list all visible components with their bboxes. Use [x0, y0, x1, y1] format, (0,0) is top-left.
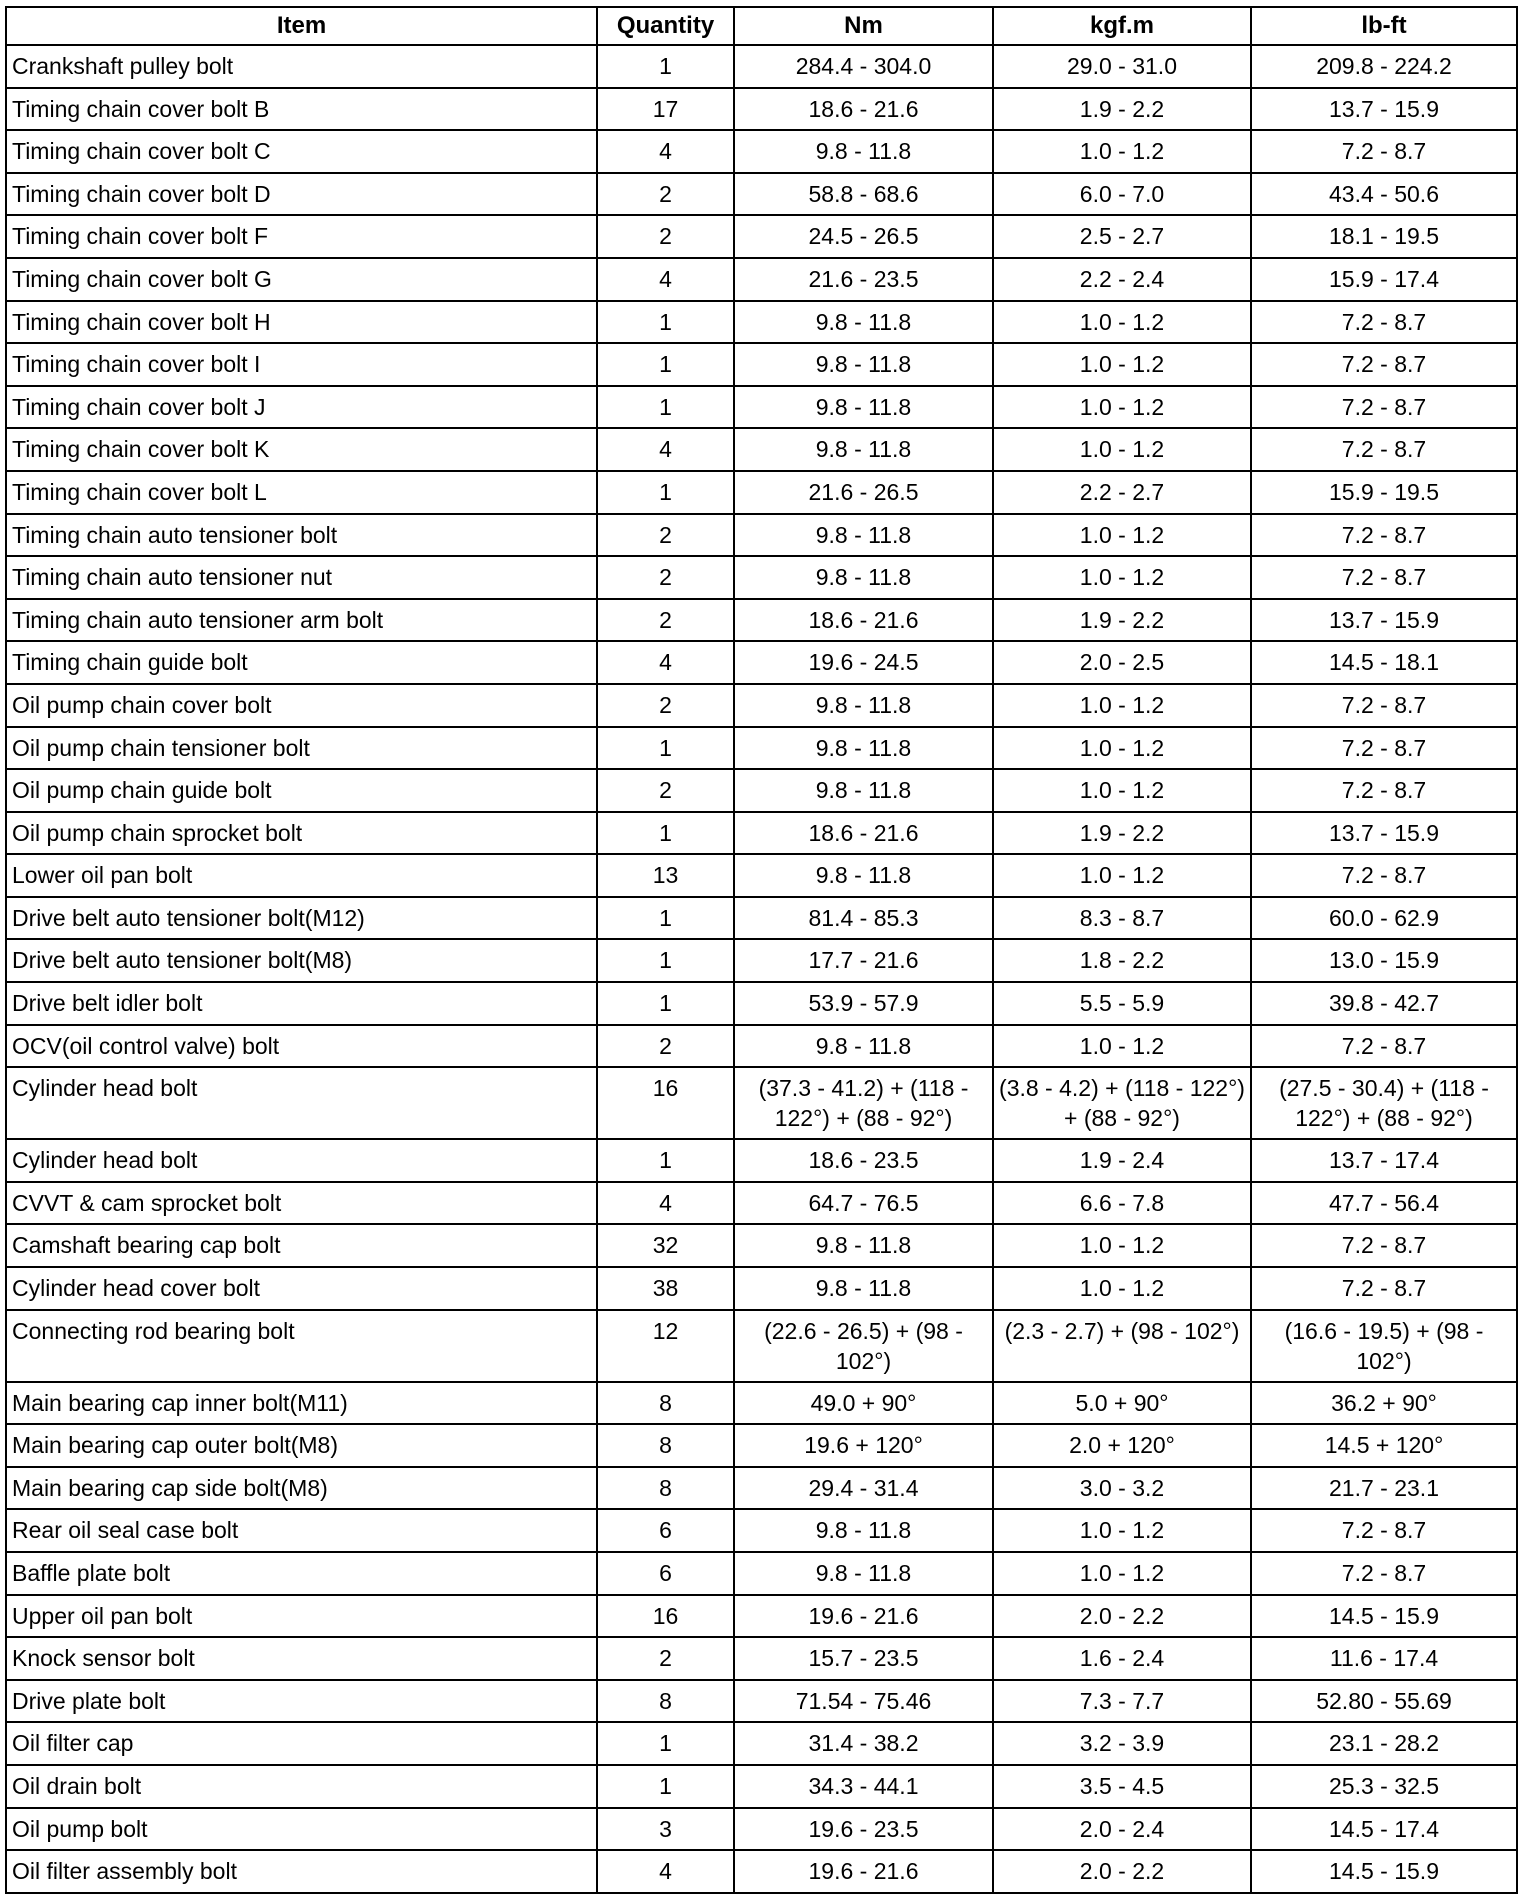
- nm-cell: 9.8 - 11.8: [734, 727, 993, 770]
- kgfm-cell: 5.5 - 5.9: [993, 982, 1251, 1025]
- lbft-cell: 60.0 - 62.9: [1251, 897, 1517, 940]
- item-cell: Oil pump chain guide bolt: [6, 769, 597, 812]
- table-row: [6, 556, 1517, 599]
- kgfm-cell: 2.0 - 2.5: [993, 641, 1251, 684]
- table-row: [6, 599, 1517, 642]
- table-row: [6, 1267, 1517, 1310]
- column-header-kgfm: kgf.m: [993, 7, 1251, 45]
- item-cell: Timing chain cover bolt B: [6, 88, 597, 131]
- item-cell: Oil pump chain sprocket bolt: [6, 812, 597, 855]
- kgfm-cell: 8.3 - 8.7: [993, 897, 1251, 940]
- quantity-cell: 1: [597, 45, 734, 88]
- item-cell: Timing chain cover bolt L: [6, 471, 597, 514]
- table-row: [6, 1139, 1517, 1182]
- nm-cell: 19.6 - 24.5: [734, 641, 993, 684]
- kgfm-cell: 1.0 - 1.2: [993, 727, 1251, 770]
- nm-cell: (22.6 - 26.5) + (98 - 102°): [734, 1310, 993, 1382]
- lbft-cell: 14.5 + 120°: [1251, 1424, 1517, 1467]
- table-row: [6, 769, 1517, 812]
- item-cell: Main bearing cap side bolt(M8): [6, 1467, 597, 1510]
- nm-cell: 9.8 - 11.8: [734, 386, 993, 429]
- table-row: [6, 1382, 1517, 1425]
- table-row: [6, 343, 1517, 386]
- kgfm-cell: 1.0 - 1.2: [993, 684, 1251, 727]
- item-cell: Drive plate bolt: [6, 1680, 597, 1723]
- quantity-cell: 8: [597, 1467, 734, 1510]
- kgfm-cell: 2.0 - 2.2: [993, 1595, 1251, 1638]
- nm-cell: 53.9 - 57.9: [734, 982, 993, 1025]
- table-row: [6, 1637, 1517, 1680]
- kgfm-cell: 1.0 - 1.2: [993, 386, 1251, 429]
- nm-cell: 21.6 - 23.5: [734, 258, 993, 301]
- lbft-cell: 18.1 - 19.5: [1251, 215, 1517, 258]
- table-row: [6, 1025, 1517, 1068]
- nm-cell: 18.6 - 21.6: [734, 812, 993, 855]
- kgfm-cell: 1.0 - 1.2: [993, 130, 1251, 173]
- table-row: [6, 1310, 1517, 1382]
- quantity-cell: 4: [597, 258, 734, 301]
- item-cell: Timing chain auto tensioner arm bolt: [6, 599, 597, 642]
- quantity-cell: 1: [597, 727, 734, 770]
- quantity-cell: 1: [597, 471, 734, 514]
- nm-cell: 9.8 - 11.8: [734, 514, 993, 557]
- table-row: [6, 1224, 1517, 1267]
- nm-cell: 31.4 - 38.2: [734, 1722, 993, 1765]
- lbft-cell: 7.2 - 8.7: [1251, 1509, 1517, 1552]
- table-row: [6, 1552, 1517, 1595]
- lbft-cell: 13.7 - 15.9: [1251, 88, 1517, 131]
- nm-cell: 9.8 - 11.8: [734, 556, 993, 599]
- quantity-cell: 2: [597, 556, 734, 599]
- nm-cell: 9.8 - 11.8: [734, 854, 993, 897]
- item-cell: Cylinder head bolt: [6, 1067, 597, 1139]
- lbft-cell: 15.9 - 17.4: [1251, 258, 1517, 301]
- table-row: [6, 258, 1517, 301]
- kgfm-cell: 7.3 - 7.7: [993, 1680, 1251, 1723]
- table-row: [6, 173, 1517, 216]
- quantity-cell: 6: [597, 1552, 734, 1595]
- table-row: [6, 1765, 1517, 1808]
- nm-cell: 58.8 - 68.6: [734, 173, 993, 216]
- nm-cell: 284.4 - 304.0: [734, 45, 993, 88]
- lbft-cell: 7.2 - 8.7: [1251, 514, 1517, 557]
- kgfm-cell: 1.0 - 1.2: [993, 301, 1251, 344]
- nm-cell: 29.4 - 31.4: [734, 1467, 993, 1510]
- nm-cell: 9.8 - 11.8: [734, 1509, 993, 1552]
- kgfm-cell: 3.0 - 3.2: [993, 1467, 1251, 1510]
- kgfm-cell: 1.6 - 2.4: [993, 1637, 1251, 1680]
- table-row: [6, 215, 1517, 258]
- kgfm-cell: 2.0 + 120°: [993, 1424, 1251, 1467]
- nm-cell: (37.3 - 41.2) + (118 - 122°) + (88 - 92°): [734, 1067, 993, 1139]
- nm-cell: 9.8 - 11.8: [734, 684, 993, 727]
- lbft-cell: 7.2 - 8.7: [1251, 301, 1517, 344]
- table-row: [6, 897, 1517, 940]
- table-header: [6, 7, 1517, 45]
- table-row: [6, 428, 1517, 471]
- lbft-cell: 7.2 - 8.7: [1251, 1267, 1517, 1310]
- nm-cell: 49.0 + 90°: [734, 1382, 993, 1425]
- lbft-cell: 25.3 - 32.5: [1251, 1765, 1517, 1808]
- kgfm-cell: 1.0 - 1.2: [993, 1267, 1251, 1310]
- column-header-lbft: lb-ft: [1251, 7, 1517, 45]
- item-cell: Drive belt auto tensioner bolt(M12): [6, 897, 597, 940]
- kgfm-cell: 6.6 - 7.8: [993, 1182, 1251, 1225]
- table-row: [6, 1424, 1517, 1467]
- item-cell: Main bearing cap outer bolt(M8): [6, 1424, 597, 1467]
- table-row: [6, 641, 1517, 684]
- item-cell: Timing chain auto tensioner nut: [6, 556, 597, 599]
- header-row: [6, 7, 1517, 45]
- kgfm-cell: 6.0 - 7.0: [993, 173, 1251, 216]
- item-cell: Crankshaft pulley bolt: [6, 45, 597, 88]
- item-cell: Drive belt auto tensioner bolt(M8): [6, 939, 597, 982]
- kgfm-cell: 3.5 - 4.5: [993, 1765, 1251, 1808]
- kgfm-cell: 1.9 - 2.2: [993, 88, 1251, 131]
- kgfm-cell: 1.0 - 1.2: [993, 514, 1251, 557]
- table-row: [6, 727, 1517, 770]
- lbft-cell: 209.8 - 224.2: [1251, 45, 1517, 88]
- quantity-cell: 8: [597, 1424, 734, 1467]
- nm-cell: 34.3 - 44.1: [734, 1765, 993, 1808]
- item-cell: Timing chain cover bolt C: [6, 130, 597, 173]
- table-row: [6, 1467, 1517, 1510]
- table-row: [6, 1509, 1517, 1552]
- quantity-cell: 1: [597, 301, 734, 344]
- lbft-cell: 7.2 - 8.7: [1251, 769, 1517, 812]
- nm-cell: 17.7 - 21.6: [734, 939, 993, 982]
- kgfm-cell: 1.0 - 1.2: [993, 556, 1251, 599]
- quantity-cell: 1: [597, 897, 734, 940]
- item-cell: Oil drain bolt: [6, 1765, 597, 1808]
- kgfm-cell: 1.0 - 1.2: [993, 854, 1251, 897]
- lbft-cell: 7.2 - 8.7: [1251, 854, 1517, 897]
- nm-cell: 24.5 - 26.5: [734, 215, 993, 258]
- table-row: [6, 1595, 1517, 1638]
- table-body: [6, 45, 1517, 1893]
- column-header-quantity: Quantity: [597, 7, 734, 45]
- quantity-cell: 2: [597, 1025, 734, 1068]
- quantity-cell: 16: [597, 1067, 734, 1139]
- quantity-cell: 2: [597, 599, 734, 642]
- table-row: [6, 1067, 1517, 1139]
- table-row: [6, 854, 1517, 897]
- item-cell: Timing chain cover bolt G: [6, 258, 597, 301]
- lbft-cell: 14.5 - 15.9: [1251, 1595, 1517, 1638]
- lbft-cell: 15.9 - 19.5: [1251, 471, 1517, 514]
- lbft-cell: 7.2 - 8.7: [1251, 684, 1517, 727]
- lbft-cell: 14.5 - 18.1: [1251, 641, 1517, 684]
- nm-cell: 19.6 + 120°: [734, 1424, 993, 1467]
- quantity-cell: 1: [597, 1139, 734, 1182]
- quantity-cell: 4: [597, 130, 734, 173]
- lbft-cell: 13.0 - 15.9: [1251, 939, 1517, 982]
- quantity-cell: 13: [597, 854, 734, 897]
- table-row: [6, 88, 1517, 131]
- quantity-cell: 32: [597, 1224, 734, 1267]
- lbft-cell: 7.2 - 8.7: [1251, 428, 1517, 471]
- quantity-cell: 12: [597, 1310, 734, 1382]
- item-cell: Lower oil pan bolt: [6, 854, 597, 897]
- kgfm-cell: 1.0 - 1.2: [993, 1025, 1251, 1068]
- lbft-cell: 11.6 - 17.4: [1251, 1637, 1517, 1680]
- quantity-cell: 1: [597, 982, 734, 1025]
- item-cell: Timing chain cover bolt I: [6, 343, 597, 386]
- nm-cell: 9.8 - 11.8: [734, 769, 993, 812]
- lbft-cell: 14.5 - 15.9: [1251, 1850, 1517, 1893]
- nm-cell: 19.6 - 21.6: [734, 1850, 993, 1893]
- kgfm-cell: 1.0 - 1.2: [993, 1552, 1251, 1595]
- item-cell: Camshaft bearing cap bolt: [6, 1224, 597, 1267]
- kgfm-cell: 1.9 - 2.4: [993, 1139, 1251, 1182]
- table-row: [6, 514, 1517, 557]
- table-row: [6, 386, 1517, 429]
- lbft-cell: 43.4 - 50.6: [1251, 173, 1517, 216]
- kgfm-cell: 2.2 - 2.4: [993, 258, 1251, 301]
- table-row: [6, 1850, 1517, 1893]
- item-cell: Main bearing cap inner bolt(M11): [6, 1382, 597, 1425]
- quantity-cell: 2: [597, 769, 734, 812]
- item-cell: Baffle plate bolt: [6, 1552, 597, 1595]
- kgfm-cell: 1.0 - 1.2: [993, 428, 1251, 471]
- lbft-cell: 23.1 - 28.2: [1251, 1722, 1517, 1765]
- item-cell: Timing chain cover bolt H: [6, 301, 597, 344]
- quantity-cell: 1: [597, 343, 734, 386]
- item-cell: Timing chain cover bolt F: [6, 215, 597, 258]
- nm-cell: 15.7 - 23.5: [734, 1637, 993, 1680]
- quantity-cell: 4: [597, 641, 734, 684]
- lbft-cell: 7.2 - 8.7: [1251, 727, 1517, 770]
- table-row: [6, 684, 1517, 727]
- kgfm-cell: (2.3 - 2.7) + (98 - 102°): [993, 1310, 1251, 1382]
- item-cell: Knock sensor bolt: [6, 1637, 597, 1680]
- kgfm-cell: 1.9 - 2.2: [993, 599, 1251, 642]
- quantity-cell: 1: [597, 812, 734, 855]
- nm-cell: 81.4 - 85.3: [734, 897, 993, 940]
- item-cell: OCV(oil control valve) bolt: [6, 1025, 597, 1068]
- nm-cell: 21.6 - 26.5: [734, 471, 993, 514]
- item-cell: Oil pump chain tensioner bolt: [6, 727, 597, 770]
- table-row: [6, 1722, 1517, 1765]
- item-cell: Oil filter cap: [6, 1722, 597, 1765]
- quantity-cell: 2: [597, 684, 734, 727]
- nm-cell: 19.6 - 21.6: [734, 1595, 993, 1638]
- table-row: [6, 812, 1517, 855]
- nm-cell: 71.54 - 75.46: [734, 1680, 993, 1723]
- nm-cell: 9.8 - 11.8: [734, 1267, 993, 1310]
- quantity-cell: 16: [597, 1595, 734, 1638]
- table-row: [6, 1808, 1517, 1851]
- quantity-cell: 2: [597, 215, 734, 258]
- lbft-cell: 7.2 - 8.7: [1251, 343, 1517, 386]
- nm-cell: 9.8 - 11.8: [734, 1025, 993, 1068]
- lbft-cell: 13.7 - 17.4: [1251, 1139, 1517, 1182]
- quantity-cell: 4: [597, 1182, 734, 1225]
- nm-cell: 9.8 - 11.8: [734, 130, 993, 173]
- nm-cell: 64.7 - 76.5: [734, 1182, 993, 1225]
- kgfm-cell: (3.8 - 4.2) + (118 - 122°) + (88 - 92°): [993, 1067, 1251, 1139]
- nm-cell: 9.8 - 11.8: [734, 1552, 993, 1595]
- quantity-cell: 1: [597, 386, 734, 429]
- nm-cell: 9.8 - 11.8: [734, 1224, 993, 1267]
- item-cell: Timing chain cover bolt J: [6, 386, 597, 429]
- lbft-cell: 13.7 - 15.9: [1251, 599, 1517, 642]
- quantity-cell: 2: [597, 173, 734, 216]
- table-row: [6, 1182, 1517, 1225]
- item-cell: Rear oil seal case bolt: [6, 1509, 597, 1552]
- kgfm-cell: 2.2 - 2.7: [993, 471, 1251, 514]
- torque-specification-table: [5, 6, 1518, 1894]
- lbft-cell: 47.7 - 56.4: [1251, 1182, 1517, 1225]
- kgfm-cell: 29.0 - 31.0: [993, 45, 1251, 88]
- kgfm-cell: 1.8 - 2.2: [993, 939, 1251, 982]
- kgfm-cell: 1.0 - 1.2: [993, 343, 1251, 386]
- item-cell: Oil pump chain cover bolt: [6, 684, 597, 727]
- quantity-cell: 8: [597, 1382, 734, 1425]
- kgfm-cell: 5.0 + 90°: [993, 1382, 1251, 1425]
- quantity-cell: 1: [597, 1765, 734, 1808]
- item-cell: Oil filter assembly bolt: [6, 1850, 597, 1893]
- kgfm-cell: 2.0 - 2.2: [993, 1850, 1251, 1893]
- lbft-cell: 7.2 - 8.7: [1251, 1552, 1517, 1595]
- lbft-cell: (16.6 - 19.5) + (98 - 102°): [1251, 1310, 1517, 1382]
- item-cell: CVVT & cam sprocket bolt: [6, 1182, 597, 1225]
- quantity-cell: 1: [597, 1722, 734, 1765]
- nm-cell: 18.6 - 21.6: [734, 599, 993, 642]
- quantity-cell: 4: [597, 428, 734, 471]
- lbft-cell: 7.2 - 8.7: [1251, 1025, 1517, 1068]
- table-row: [6, 939, 1517, 982]
- nm-cell: 9.8 - 11.8: [734, 301, 993, 344]
- lbft-cell: 7.2 - 8.7: [1251, 1224, 1517, 1267]
- item-cell: Timing chain cover bolt D: [6, 173, 597, 216]
- kgfm-cell: 1.9 - 2.2: [993, 812, 1251, 855]
- lbft-cell: 7.2 - 8.7: [1251, 556, 1517, 599]
- lbft-cell: 13.7 - 15.9: [1251, 812, 1517, 855]
- quantity-cell: 1: [597, 939, 734, 982]
- nm-cell: 19.6 - 23.5: [734, 1808, 993, 1851]
- lbft-cell: 14.5 - 17.4: [1251, 1808, 1517, 1851]
- quantity-cell: 17: [597, 88, 734, 131]
- lbft-cell: 7.2 - 8.7: [1251, 386, 1517, 429]
- nm-cell: 9.8 - 11.8: [734, 428, 993, 471]
- kgfm-cell: 1.0 - 1.2: [993, 1224, 1251, 1267]
- item-cell: Cylinder head cover bolt: [6, 1267, 597, 1310]
- column-header-nm: Nm: [734, 7, 993, 45]
- item-cell: Connecting rod bearing bolt: [6, 1310, 597, 1382]
- kgfm-cell: 2.5 - 2.7: [993, 215, 1251, 258]
- table-row: [6, 130, 1517, 173]
- quantity-cell: 8: [597, 1680, 734, 1723]
- quantity-cell: 6: [597, 1509, 734, 1552]
- item-cell: Cylinder head bolt: [6, 1139, 597, 1182]
- item-cell: Oil pump bolt: [6, 1808, 597, 1851]
- item-cell: Timing chain auto tensioner bolt: [6, 514, 597, 557]
- lbft-cell: 36.2 + 90°: [1251, 1382, 1517, 1425]
- table-row: [6, 982, 1517, 1025]
- quantity-cell: 38: [597, 1267, 734, 1310]
- quantity-cell: 2: [597, 1637, 734, 1680]
- item-cell: Timing chain cover bolt K: [6, 428, 597, 471]
- item-cell: Drive belt idler bolt: [6, 982, 597, 1025]
- nm-cell: 18.6 - 23.5: [734, 1139, 993, 1182]
- kgfm-cell: 2.0 - 2.4: [993, 1808, 1251, 1851]
- lbft-cell: 21.7 - 23.1: [1251, 1467, 1517, 1510]
- table-row: [6, 301, 1517, 344]
- kgfm-cell: 3.2 - 3.9: [993, 1722, 1251, 1765]
- lbft-cell: 7.2 - 8.7: [1251, 130, 1517, 173]
- table-row: [6, 1680, 1517, 1723]
- lbft-cell: (27.5 - 30.4) + (118 - 122°) + (88 - 92°): [1251, 1067, 1517, 1139]
- kgfm-cell: 1.0 - 1.2: [993, 769, 1251, 812]
- lbft-cell: 52.80 - 55.69: [1251, 1680, 1517, 1723]
- kgfm-cell: 1.0 - 1.2: [993, 1509, 1251, 1552]
- column-header-item: Item: [6, 7, 597, 45]
- item-cell: Upper oil pan bolt: [6, 1595, 597, 1638]
- nm-cell: 9.8 - 11.8: [734, 343, 993, 386]
- quantity-cell: 3: [597, 1808, 734, 1851]
- table-row: [6, 45, 1517, 88]
- item-cell: Timing chain guide bolt: [6, 641, 597, 684]
- nm-cell: 18.6 - 21.6: [734, 88, 993, 131]
- quantity-cell: 2: [597, 514, 734, 557]
- lbft-cell: 39.8 - 42.7: [1251, 982, 1517, 1025]
- quantity-cell: 4: [597, 1850, 734, 1893]
- table-row: [6, 471, 1517, 514]
